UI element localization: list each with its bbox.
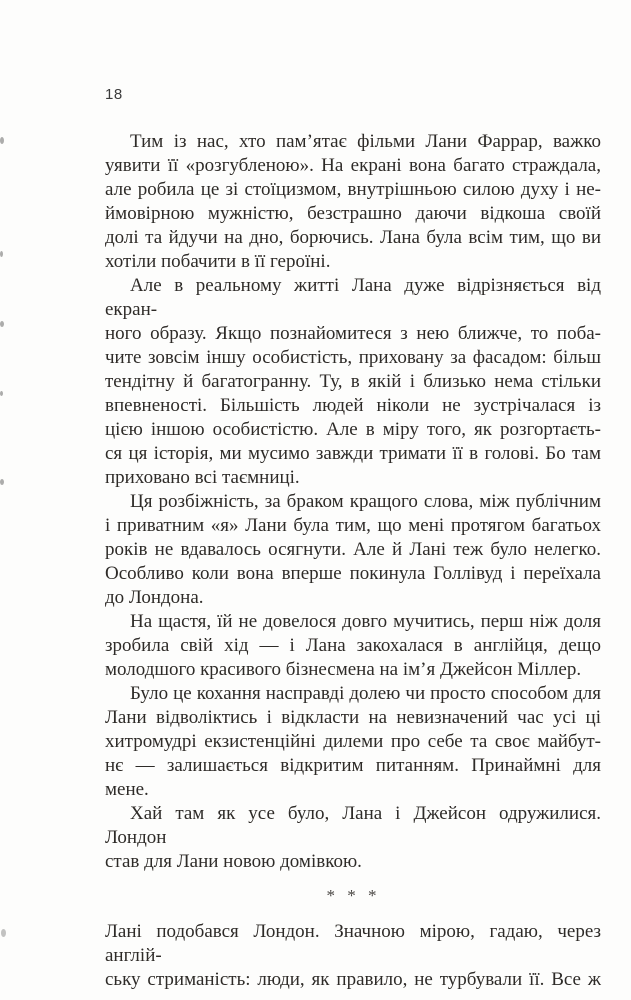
scan-speck: [0, 391, 3, 396]
text-line: Але в реальному житті Лана дуже відрізняється від екран-: [105, 275, 601, 320]
paragraph: [105, 920, 601, 992]
text-line: став для Лани новою домівкою.: [105, 851, 362, 872]
text-line: нє — залишається відкритим питанням. Принаймні для мене.: [105, 755, 601, 800]
paragraph: [105, 490, 601, 610]
text-line: ську стриманість: люди, як правило, не турбували її. Все ж: [105, 969, 601, 990]
text-line: років не вдавалось осягнути. Але й Лані теж було нелегко.: [105, 539, 601, 560]
text-line: впевненості. Більшість людей ніколи не зустрічалася із: [105, 395, 601, 416]
text-line: і приватним «я» Лани була тим, що мені протягом багатьох: [105, 515, 601, 536]
text-line: але робила це зі стоїцизмом, внутрішньою силою духу і не-: [105, 179, 601, 200]
paragraph: [105, 610, 601, 682]
text-line: цією іншою особистістю. Але в міру того, як розгортаєть-: [105, 419, 601, 440]
text-line: На щастя, їй не довелося довго мучитись, перш ніж доля: [130, 611, 601, 632]
text-line: уявити її «розгубленою». На екрані вона багато страждала,: [105, 155, 601, 176]
scan-speck: [0, 479, 4, 485]
text-line: Особливо коли вона вперше покинула Голлівуд і переїхала: [105, 563, 601, 584]
text-line: чите зовсім іншу особистість, приховану за фасадом: більш: [105, 347, 601, 368]
text-line: долі та йдучи на дно, борючись. Лана була всім тим, що ви: [105, 227, 601, 248]
text-line: зробила свій хід — і Лана закохалася в англійця, дещо: [105, 635, 601, 656]
text-line: ймовірною мужністю, безстрашно даючи відкоша своїй: [105, 203, 601, 224]
text-line: Ця розбіжність, за браком кращого слова, між публічним: [130, 491, 601, 512]
page-number: 18: [105, 86, 123, 103]
text-line: Лані подобався Лондон. Значною мірою, гадаю, через англій-: [105, 921, 601, 966]
text-line: Тим із нас, хто пам’ятає фільми Лани Фаррар, важко: [130, 131, 601, 152]
text-line: хотіли побачити в її героїні.: [105, 251, 331, 272]
paragraph: [105, 130, 601, 274]
scan-speck: [0, 251, 3, 257]
text-line: Хай там як усе було, Лана і Джейсон одружилися. Лондон: [105, 803, 601, 848]
text-line: ся ця історія, ми мусимо завжди тримати її в голові. Бо там: [105, 443, 601, 464]
text-line: молодшого красивого бізнесмена на ім’я Джейсон Міллер.: [105, 659, 582, 680]
text-line: до Лондона.: [105, 587, 204, 608]
paragraph: [105, 802, 601, 874]
text-block: [105, 130, 601, 992]
section-separator: * * *: [326, 886, 380, 905]
text-line: Лани відволіктись і відкласти на невизначений час усі ці: [105, 707, 601, 728]
text-line: хитромудрі екзистенційні дилеми про себе та своє майбут-: [105, 731, 601, 752]
scan-speck: [1, 929, 6, 937]
paragraph: [105, 274, 601, 490]
scan-speck: [0, 321, 4, 327]
paragraph: [105, 682, 601, 802]
text-line: тендітну й багатогранну. Ту, в якій і близько нема стільки: [105, 371, 601, 392]
text-line: Було це кохання насправді долею чи просто способом для: [130, 683, 601, 704]
text-line: ного образу. Якщо познайомитеся з нею ближче, то поба-: [105, 323, 601, 344]
text-line: приховано всі таємниці.: [105, 467, 300, 488]
scan-speck: [0, 137, 4, 144]
